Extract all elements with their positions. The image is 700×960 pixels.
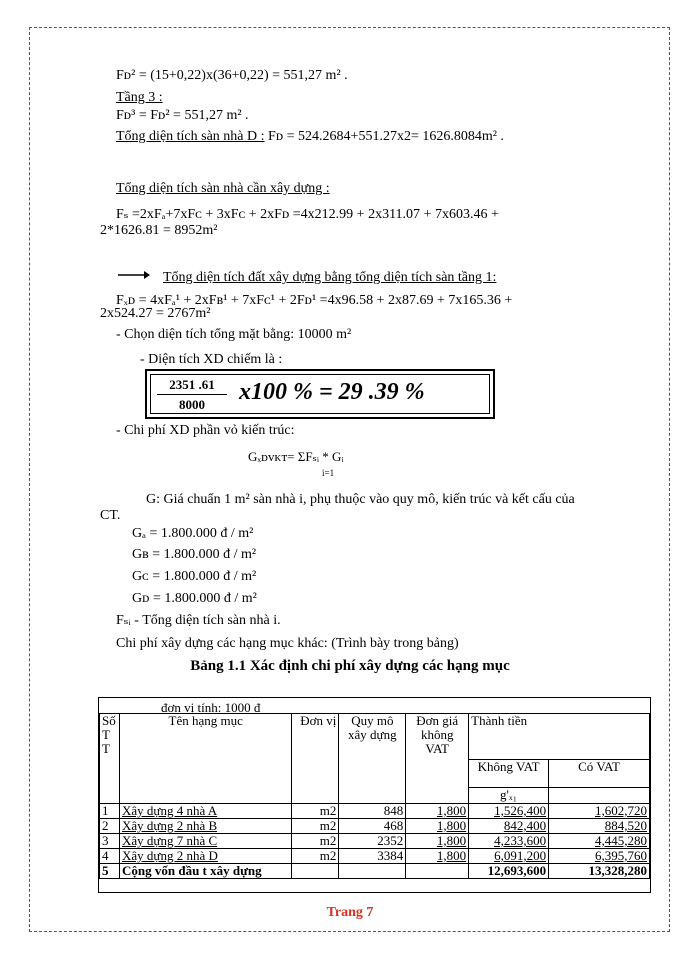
header-name: Tên hạng mục [119,714,291,804]
table-unit: đơn vị tính: 1000 đ [161,700,261,715]
sum-index: i=1 [322,468,335,478]
right-arrow-icon [118,270,150,280]
formula-fxd-result: 2x524.27 = 2767m² [100,306,211,321]
land-area-heading: Tổng diện tích đất xây dựng bằng tổng diện tích sàn tầng 1: [163,270,497,285]
shell-cost-line: - Chi phí XD phần vỏ kiến trúc: [116,423,295,438]
header-gx: g'ₓ₁ [469,788,549,804]
other-costs-line: Chi phí xây dựng các hạng mục khác: (Trình bày trong bảng) [116,636,459,651]
formula-fd3: Fᴅ³ = Fᴅ² = 551,27 m² . [116,108,249,123]
header-scale: Quy mô xây dựng [339,714,406,804]
table-row: 4 Xây dựng 2 nhà D m2 3384 1,800 6,091,200 6,395,760 [100,849,650,864]
total-area-heading: Tổng diện tích sàn nhà cần xây dựng : [116,181,330,196]
header-unit: Đơn vị [292,714,339,804]
cost-table [98,697,651,893]
formula-fxd: Fₓᴅ = 4xFₐ¹ + 2xFʙ¹ + 7xFᴄ¹ + 2Fᴅ¹ =4x96.58 + 2x87.69 + 7x165.36 + [116,293,513,308]
price-gb: Gʙ = 1.800.000 đ / m² [132,547,257,562]
formula-fs-result: 2*1626.81 = 8952m² [100,223,218,238]
formula-fd2: Fᴅ² = (15+0,22)x(36+0,22) = 551,27 m² . [116,68,348,83]
price-gc: Gᴄ = 1.800.000 đ / m² [132,569,257,584]
fsi-definition: Fₛᵢ - Tổng diện tích sàn nhà i. [116,613,281,628]
header-price: Đơn giá không VAT [406,714,469,804]
floor-3-heading: Tầng 3 : [116,90,163,105]
price-ga: Gₐ = 1.800.000 đ / m² [132,526,254,541]
header-novat: Không VAT [469,760,549,788]
total-area-d-value: Fᴅ = 524.2684+551.27x2= 1626.8084m² . [264,129,504,144]
table-row: 1 Xây dựng 4 nhà A m2 848 1,800 1,526,400 1,602,720 [100,804,650,819]
total-area-d-label: Tổng diện tích sàn nhà D : [116,129,265,144]
header-amount: Thành tiền [469,714,650,760]
header-stt: Số T T [100,714,120,804]
shell-cost-formula: Gₓᴅᴠᴋᴛ= ΣFₛᵢ * Gᵢ [248,449,344,464]
ratio-result: x100 % = 29 .39 % [239,379,425,405]
g-definition-end: CT. [100,508,121,523]
header-vat: Có VAT [549,760,650,788]
fraction-denominator: 8000 [179,397,205,412]
chosen-area-line: - Chọn diện tích tổng mặt bằng: 10000 m² [116,327,352,342]
formula-fs: Fₛ =2xFₐ+7xFᴄ + 3xFᴄ + 2xFᴅ =4x212.99 + 2x311.07 + 7x603.46 + [116,207,499,222]
page-number: Trang 7 [326,905,374,920]
table-total-row: 5 Cộng vốn đầu t xây dựng 12,693,600 13,328,280 [100,864,650,879]
g-definition: G: Giá chuẩn 1 m² sàn nhà i, phụ thuộc vào quy mô, kiến trúc và kết cấu của [146,492,575,507]
table-title: Bảng 1.1 Xác định chi phí xây dựng các hạng mục [190,658,510,674]
ratio-fraction [157,377,227,413]
total-area-d [116,129,504,145]
table-row: 3 Xây dựng 7 nhà C m2 2352 1,800 4,233,600 4,445,280 [100,834,650,849]
price-gd: Gᴅ = 1.800.000 đ / m² [132,591,257,606]
area-ratio-line: - Diện tích XD chiếm là : [140,352,283,367]
table-row: 2 Xây dựng 2 nhà B m2 468 1,800 842,400 884,520 [100,819,650,834]
ratio-equation-box [145,369,495,419]
fraction-numerator: 2351 .61 [157,377,227,395]
